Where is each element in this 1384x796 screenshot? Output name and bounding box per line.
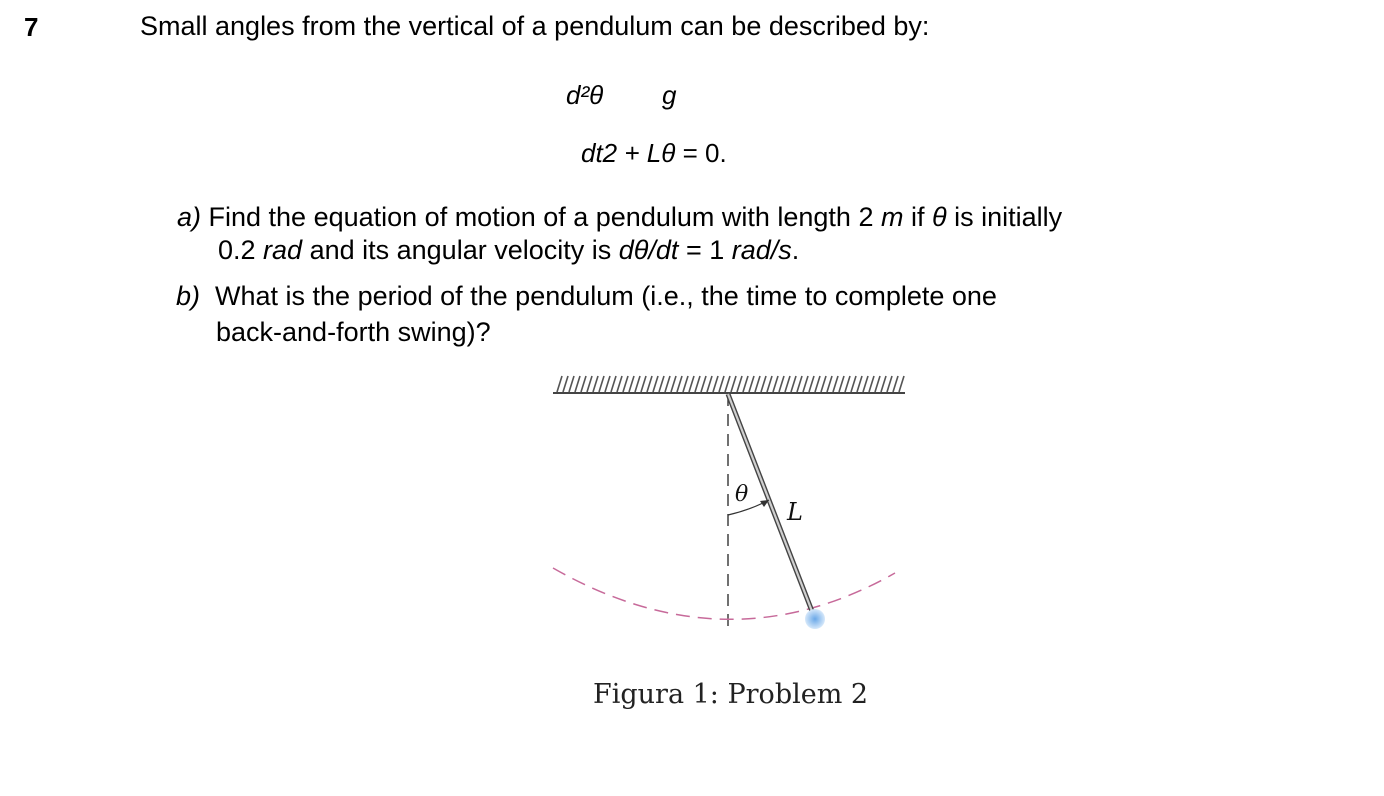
ceiling-hatch-mark (695, 376, 700, 392)
ceiling-hatch-mark (773, 376, 778, 392)
ceiling-hatch-mark (587, 376, 592, 392)
ceiling-hatch-mark (707, 376, 712, 392)
ceiling-hatch-mark (863, 376, 868, 392)
ceiling-hatch-mark (563, 376, 568, 392)
pendulum-bob (805, 609, 825, 629)
ceiling-hatch-mark (779, 376, 784, 392)
ceiling-hatch-mark (809, 376, 814, 392)
pendulum-figure (545, 368, 910, 638)
part-a-line2 (218, 235, 799, 266)
equation-numerator-right: g (662, 80, 677, 110)
equation-line2-prefix: dt2 + (581, 138, 647, 168)
ceiling-hatch-mark (677, 376, 682, 392)
part-a-line1 (177, 202, 1062, 233)
theta-label: θ (735, 482, 749, 507)
ceiling-hatch-mark (593, 376, 598, 392)
question-number: 7 (24, 12, 39, 42)
ceiling-hatch-mark (827, 376, 832, 392)
swing-arc (553, 568, 895, 619)
ceiling-hatch-mark (635, 376, 640, 392)
ceiling-hatch-mark (689, 376, 694, 392)
length-label: L (787, 498, 803, 526)
ceiling-hatch-mark (659, 376, 664, 392)
equation-line2 (581, 138, 727, 169)
ceiling-hatch-mark (821, 376, 826, 392)
ceiling-hatch-mark (815, 376, 820, 392)
ceiling-hatch-mark (701, 376, 706, 392)
ceiling-hatch-mark (755, 376, 760, 392)
ceiling-hatch-mark (575, 376, 580, 392)
ceiling-hatch-mark (761, 376, 766, 392)
ceiling-hatch-mark (899, 376, 904, 392)
ceiling-hatch-mark (665, 376, 670, 392)
ceiling-hatch-mark (731, 376, 736, 392)
ceiling-hatch-mark (599, 376, 604, 392)
equation-line2-var: Lθ (646, 138, 676, 168)
ceiling-hatch-mark (671, 376, 676, 392)
ceiling-hatch-mark (581, 376, 586, 392)
ceiling-hatch-mark (767, 376, 772, 392)
part-a-derivative: dθ/dt (618, 235, 679, 265)
part-a-label: a) (177, 202, 202, 232)
ceiling-hatch-mark (797, 376, 802, 392)
part-a-text-7: . (791, 235, 800, 265)
part-a-text-6: = 1 (678, 235, 732, 265)
part-a-unit-rad: rad (263, 235, 303, 265)
ceiling-hatch-mark (749, 376, 754, 392)
ceiling (553, 376, 905, 393)
part-a-text-5: and its angular velocity is (302, 235, 619, 265)
ceiling-hatch-mark (737, 376, 742, 392)
ceiling-hatch-mark (629, 376, 634, 392)
ceiling-hatch-mark (617, 376, 622, 392)
ceiling-hatch-mark (887, 376, 892, 392)
equation-numerator-left: d²θ (566, 80, 604, 110)
ceiling-hatch-mark (713, 376, 718, 392)
ceiling-hatch-mark (857, 376, 862, 392)
ceiling-hatch-mark (845, 376, 850, 392)
ceiling-hatch-mark (851, 376, 856, 392)
ceiling-hatch-mark (881, 376, 886, 392)
part-a-text-3: is initially (946, 202, 1063, 232)
equation-line2-suffix: = 0. (675, 138, 727, 168)
ceiling-hatch-mark (611, 376, 616, 392)
part-a-unit-m: m (880, 202, 904, 232)
ceiling-hatch-mark (653, 376, 658, 392)
ceiling-hatch-mark (683, 376, 688, 392)
ceiling-hatch-mark (641, 376, 646, 392)
figure-caption: Figura 1: Problem 2 (593, 679, 869, 710)
ceiling-hatch-mark (647, 376, 652, 392)
part-a-unit-rads: rad/s (731, 235, 792, 265)
ceiling-hatch-mark (557, 376, 562, 392)
part-a-theta: θ (931, 202, 947, 232)
ceiling-hatch-mark (791, 376, 796, 392)
ceiling-hatch-mark (803, 376, 808, 392)
ceiling-hatch-mark (743, 376, 748, 392)
ceiling-hatch-mark (623, 376, 628, 392)
ceiling-hatch-mark (839, 376, 844, 392)
ceiling-hatch-mark (833, 376, 838, 392)
part-a-text-4: 0.2 (218, 235, 264, 265)
ceiling-hatch-mark (869, 376, 874, 392)
question-intro: Small angles from the vertical of a pendulum can be described by: (140, 11, 930, 41)
ceiling-hatch-mark (719, 376, 724, 392)
part-b-line1 (176, 281, 997, 312)
part-a-text-1: Find the equation of motion of a pendulum with length 2 (201, 202, 881, 232)
ceiling-hatch-mark (605, 376, 610, 392)
part-b-label: b) (176, 281, 201, 311)
part-b-line2: back-and-forth swing)? (216, 317, 491, 347)
ceiling-hatch-mark (893, 376, 898, 392)
part-b-text-1: What is the period of the pendulum (i.e., the time to complete one (200, 281, 997, 311)
ceiling-hatch-mark (725, 376, 730, 392)
ceiling-hatch-mark (569, 376, 574, 392)
ceiling-hatch-mark (785, 376, 790, 392)
ceiling-hatch-mark (875, 376, 880, 392)
part-a-text-2: if (903, 202, 932, 232)
